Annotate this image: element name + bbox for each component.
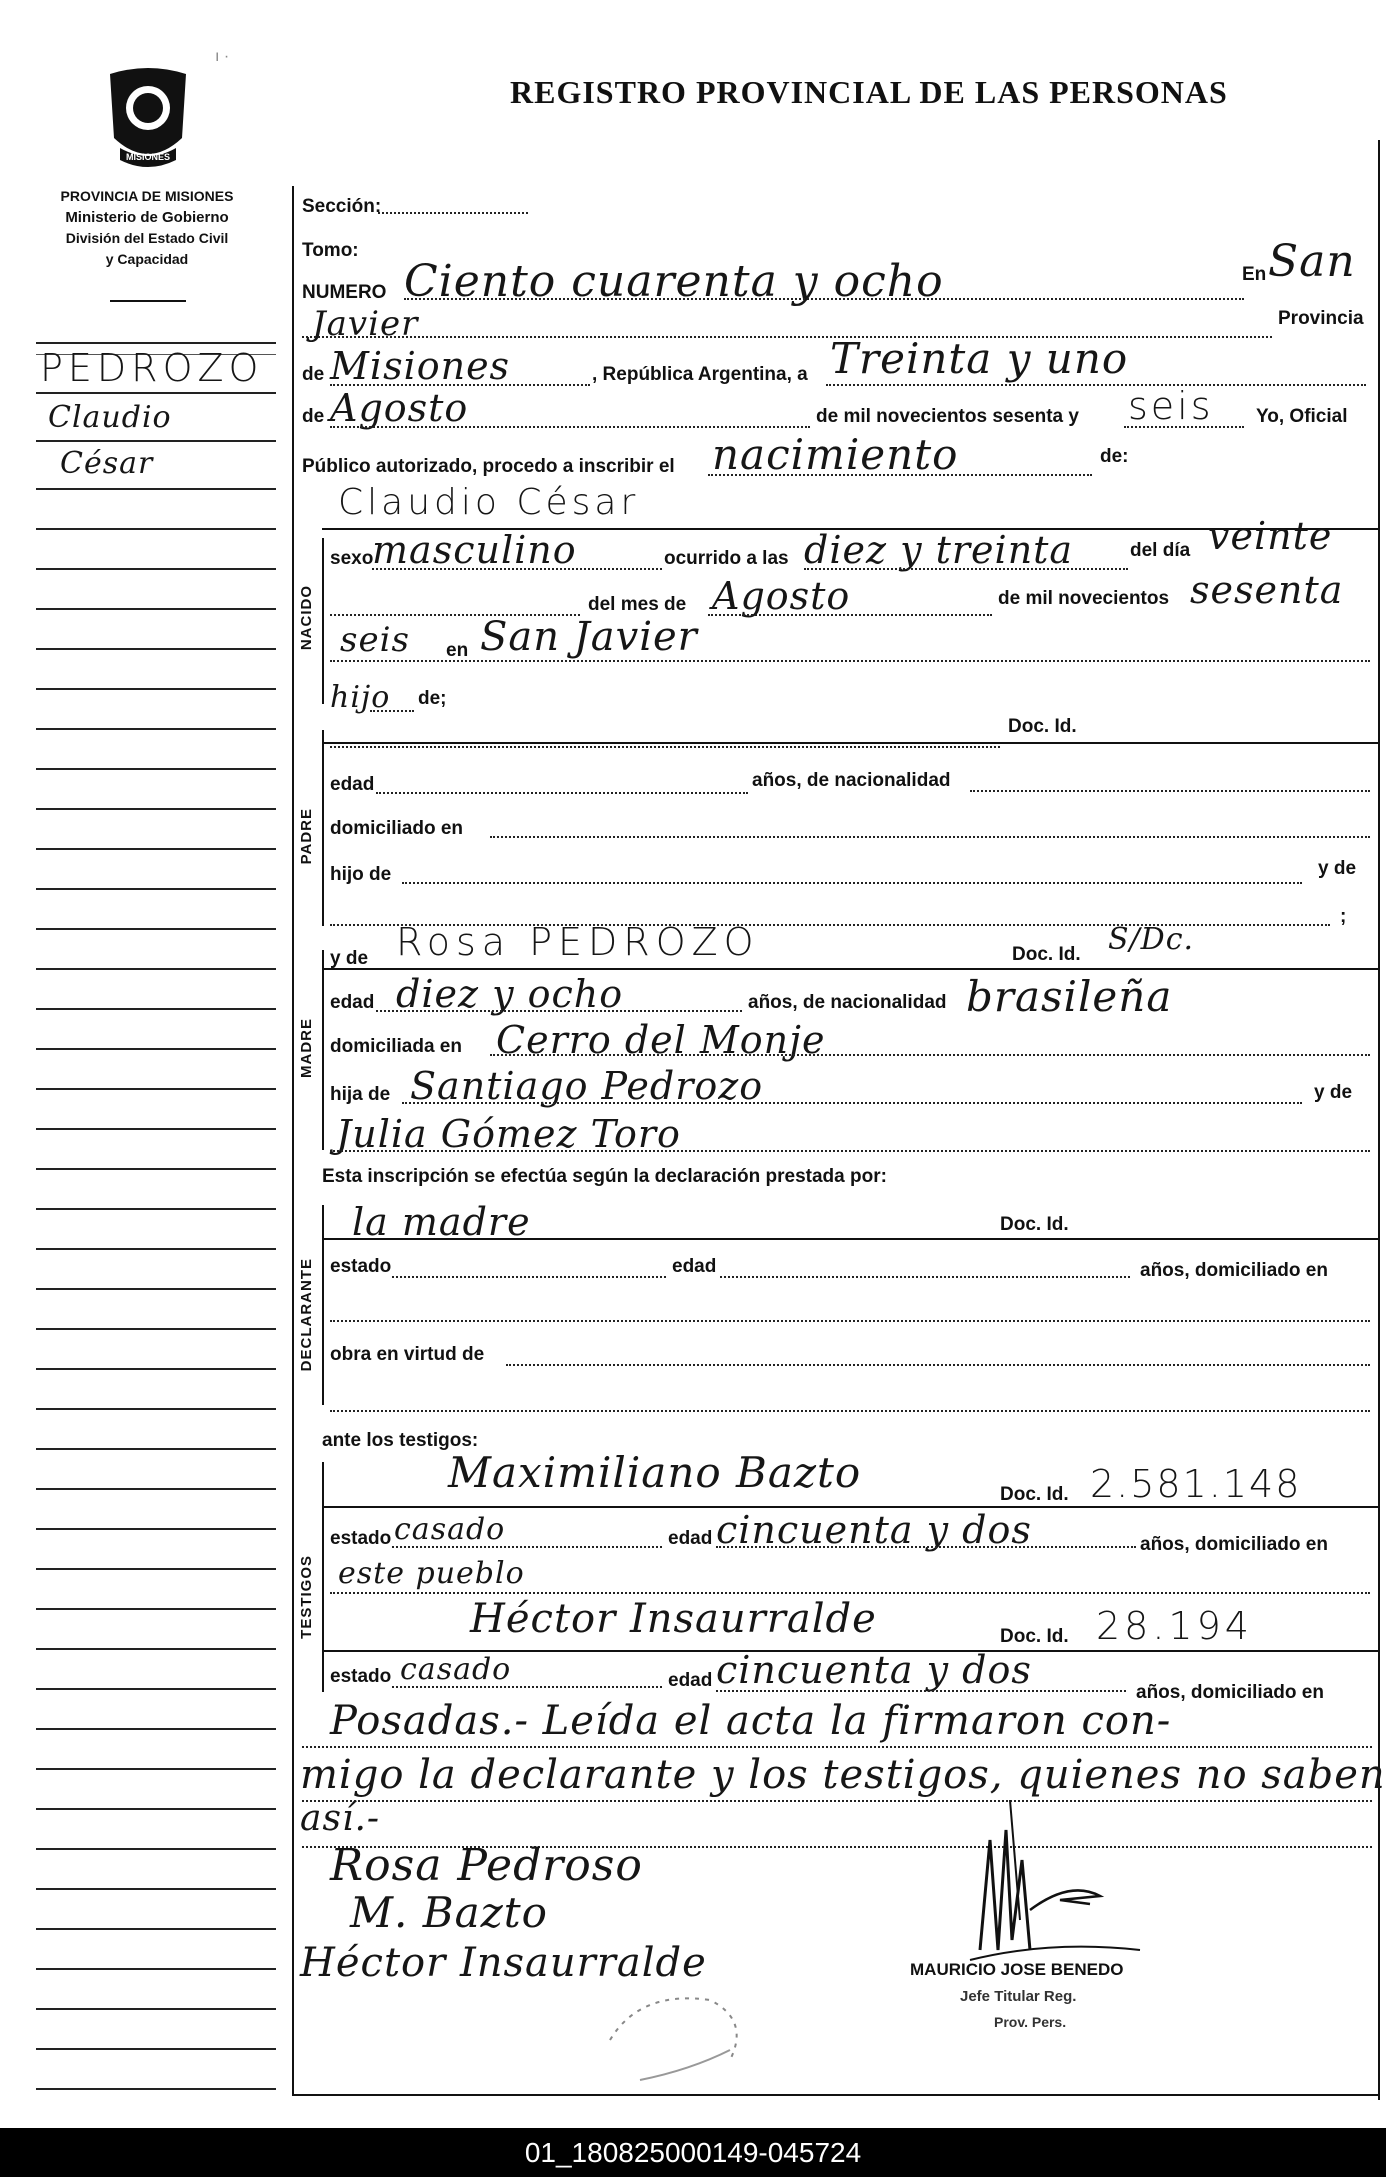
label-numero: NUMERO [302,282,387,303]
official-title: Jefe Titular Reg. [960,1988,1077,2005]
signature-testigo1: M. Bazto [350,1888,548,1937]
edad-declarante-field [720,1276,1130,1278]
page-title: REGISTRO PROVINCIAL DE LAS PERSONAS [510,74,1228,110]
margin-name2: César [60,446,154,481]
numero-field [404,298,1244,300]
testigo1-estado-field [392,1546,662,1548]
hora-field [804,568,1128,570]
acto-field [708,474,1092,476]
declarante-value: la madre [352,1200,531,1244]
lugar-nac-value: San Javier [480,614,698,660]
label-edad-testigo1: edad [668,1528,713,1549]
label-doc-id-testigo1: Doc. Id. [1000,1484,1069,1505]
declarante-top-rule [322,1238,1378,1240]
label-anos-dom-testigo2: años, domiciliado en [1136,1682,1324,1703]
hijo-field [370,710,414,712]
mes-value: Agosto [330,386,469,430]
sexo-field [372,568,662,570]
place-cont-value: Javier [312,304,419,344]
closing-line3: así.- [300,1798,381,1839]
label-y-de-padre: y de [1318,858,1357,879]
mes-nac-value: Agosto [712,574,851,618]
coat-of-arms-icon [100,66,196,176]
edad-padre-field [376,792,748,794]
label-edad-madre: edad [330,992,375,1013]
dom-padre-field [490,836,1370,838]
label-de: de [302,364,325,385]
testigo1-edad-value: cincuenta y dos [716,1508,1032,1552]
label-hija-de: hija de [330,1084,391,1105]
label-edad-testigo2: edad [668,1670,713,1691]
madre-dom-field [490,1054,1370,1056]
label-publico: Público autorizado, procedo a inscribir el [302,456,675,477]
obra-field2 [330,1410,1370,1412]
testigo1-value: Maximiliano Bazto [448,1448,862,1497]
mes-nac-field [708,614,992,616]
right-border [1378,140,1380,2100]
obra-field [506,1364,1370,1366]
closing-field2 [302,1800,1372,1802]
testigo2-edad-field [716,1690,1126,1692]
section-declarante: DECLARANTE [298,1258,315,1372]
label-seccion: Sección: [302,196,382,217]
closing-line1: Posadas.- Leída el acta la firmaron con- [330,1698,1172,1744]
hijo-value: hijo [330,680,391,715]
label-hijo-de: de; [418,688,447,709]
dia-nac-value: veinte [1208,514,1333,558]
label-de2: de [302,406,325,427]
acto-value: nacimiento [712,430,959,479]
en-place-value: San [1268,236,1356,287]
label-de-mil2: de mil novecientos [998,588,1170,609]
label-ocurrido: ocurrido a las [664,548,789,569]
label-doc-id-madre: Doc. Id. [1012,944,1081,965]
closing-field1 [302,1746,1372,1748]
hora-value: diez y treinta [804,528,1074,572]
issuer-division: División del Estado Civil [65,230,229,246]
signature-testigo2: Héctor Insaurralde [300,1940,707,1986]
hijo-de-padre-field [402,882,1302,884]
label-doc-id-declarante: Doc. Id. [1000,1214,1069,1235]
declarante-border [322,1205,324,1405]
round-stamp-icon [600,1980,750,2090]
madre-dom-value: Cerro del Monje [496,1018,826,1062]
section-nacido: NACIDO [298,585,315,651]
anio-nac2-value: seis [340,620,410,660]
testigo1-dom-field [330,1592,1370,1594]
scan-mark: ı · [215,48,230,65]
label-de-colon: de: [1100,446,1129,467]
anio-value: seis [1128,384,1214,428]
label-edad-padre: edad [330,774,375,795]
dom-declarante-field [330,1320,1370,1322]
label-sexo: sexo [330,548,374,569]
label-y-de-madre2: y de [1314,1082,1353,1103]
label-y-de-madre: y de [330,948,369,969]
provincia-value: Misiones [330,344,511,388]
label-esta-inscripcion: Esta inscripción se efectúa según la declaración prestada por: [322,1166,887,1187]
label-anos-nac-madre: años, de nacionalidad [748,992,947,1013]
issuer-ministry: Ministerio de Gobierno [65,209,229,226]
label-del-dia: del día [1130,540,1191,561]
sexo-value: masculino [372,528,577,572]
section-madre: MADRE [298,1018,315,1078]
madre-edad-value: diez y ocho [396,972,624,1016]
label-en: En [1242,264,1267,285]
label-obra: obra en virtud de [330,1344,485,1365]
madre-value: Rosa PEDROZO [396,920,760,964]
left-border [292,186,294,2096]
estado-declarante-field [392,1276,666,1278]
testigo2-estado-field [392,1686,662,1688]
label-en2: en [446,640,469,661]
label-tomo: Tomo: [302,240,359,261]
label-domiciliado-padre: domiciliado en [330,818,464,839]
madre-madre-value: Julia Gómez Toro [336,1112,681,1156]
section-padre: PADRE [298,808,315,865]
testigo2-estado-value: casado [400,1652,512,1687]
label-edad-declarante: edad [672,1256,717,1277]
label-ante: ante los testigos: [322,1430,479,1451]
label-doc-id-padre: Doc. Id. [1008,716,1077,737]
lugar-nac-field [330,660,1370,662]
issuer-province: PROVINCIA DE MISIONES [60,188,234,204]
madre-padre-value: Santiago Pedrozo [410,1064,764,1108]
numero-value: Ciento cuarenta y ocho [404,256,944,307]
dia-value: Treinta y uno [830,334,1129,383]
testigo1-edad-field [716,1546,1136,1548]
nac-padre-field [970,790,1370,792]
anio-nac-value: sesenta [1190,568,1344,612]
label-estado-declarante: estado [330,1256,392,1277]
seal-text: MISIONES [125,152,171,162]
section-testigos: TESTIGOS [298,1555,315,1639]
madre-edad-field [376,1010,742,1012]
madre-border [322,950,324,1150]
margin-name1: Claudio [48,400,172,435]
label-republica: , República Argentina, a [592,364,808,385]
signature-madre: Rosa Pedroso [330,1840,643,1891]
testigo1-doc-value: 2.581.148 [1090,1462,1302,1506]
testigo2-value: Héctor Insaurralde [470,1596,877,1642]
official-signature-icon [950,1800,1170,1970]
madre-top-rule [322,968,1378,970]
dia-field [826,384,1366,386]
madre-madre-field [330,1150,1370,1152]
label-anos-nac-padre: años, de nacionalidad [752,770,951,791]
label-doc-id-testigo2: Doc. Id. [1000,1626,1069,1647]
madre-nac-value: brasileña [966,972,1173,1021]
closing-line2: migo la declarante y los testigos, quienes no saben [300,1752,1386,1798]
label-estado-testigo2: estado [330,1666,392,1687]
madre-padre-field [402,1102,1302,1104]
label-anos-dom-testigo1: años, domiciliado en [1140,1534,1328,1555]
label-provincia: Provincia [1278,308,1364,329]
label-hijo-de-padre: hijo de [330,864,392,885]
footer-code: 01_180825000149-045724 [0,2128,1386,2177]
label-del-mes: del mes de [588,594,687,615]
label-anos-dom-declarante: años, domiciliado en [1140,1260,1328,1281]
padre-name-field [330,746,1000,748]
testigo2-edad-value: cincuenta y dos [716,1648,1032,1692]
label-domiciliada: domiciliada en [330,1036,462,1057]
label-estado-testigo1: estado [330,1528,392,1549]
label-yo-oficial: Yo, Oficial [1256,406,1348,427]
testigo1-dom-value: este pueblo [338,1556,525,1591]
padre-border [322,730,324,926]
issuer-capacity: y Capacidad [105,251,189,267]
bottom-rule [292,2094,1380,2096]
mes-field [330,426,810,428]
official-place: Prov. Pers. [994,2014,1067,2030]
issuer-underline [110,300,186,302]
testigo1-estado-value: casado [394,1512,506,1547]
testigo2-doc-value: 28.194 [1096,1604,1253,1648]
label-semicolon: ; [1340,906,1347,927]
margin-surname: PEDROZO [40,346,264,390]
issuer-block [24,186,270,270]
padre-top-rule [322,742,1378,744]
testigos-border [322,1462,324,1692]
seccion-field [378,212,528,214]
nacido-border [322,538,324,704]
madre-doc-value: S/Dc. [1108,922,1195,957]
label-de-mil: de mil novecientos sesenta y [816,406,1079,427]
official-name: MAURICIO JOSE BENEDO [910,1960,1124,1979]
anio-field [1124,426,1244,428]
nombre-value: Claudio César [338,482,640,523]
